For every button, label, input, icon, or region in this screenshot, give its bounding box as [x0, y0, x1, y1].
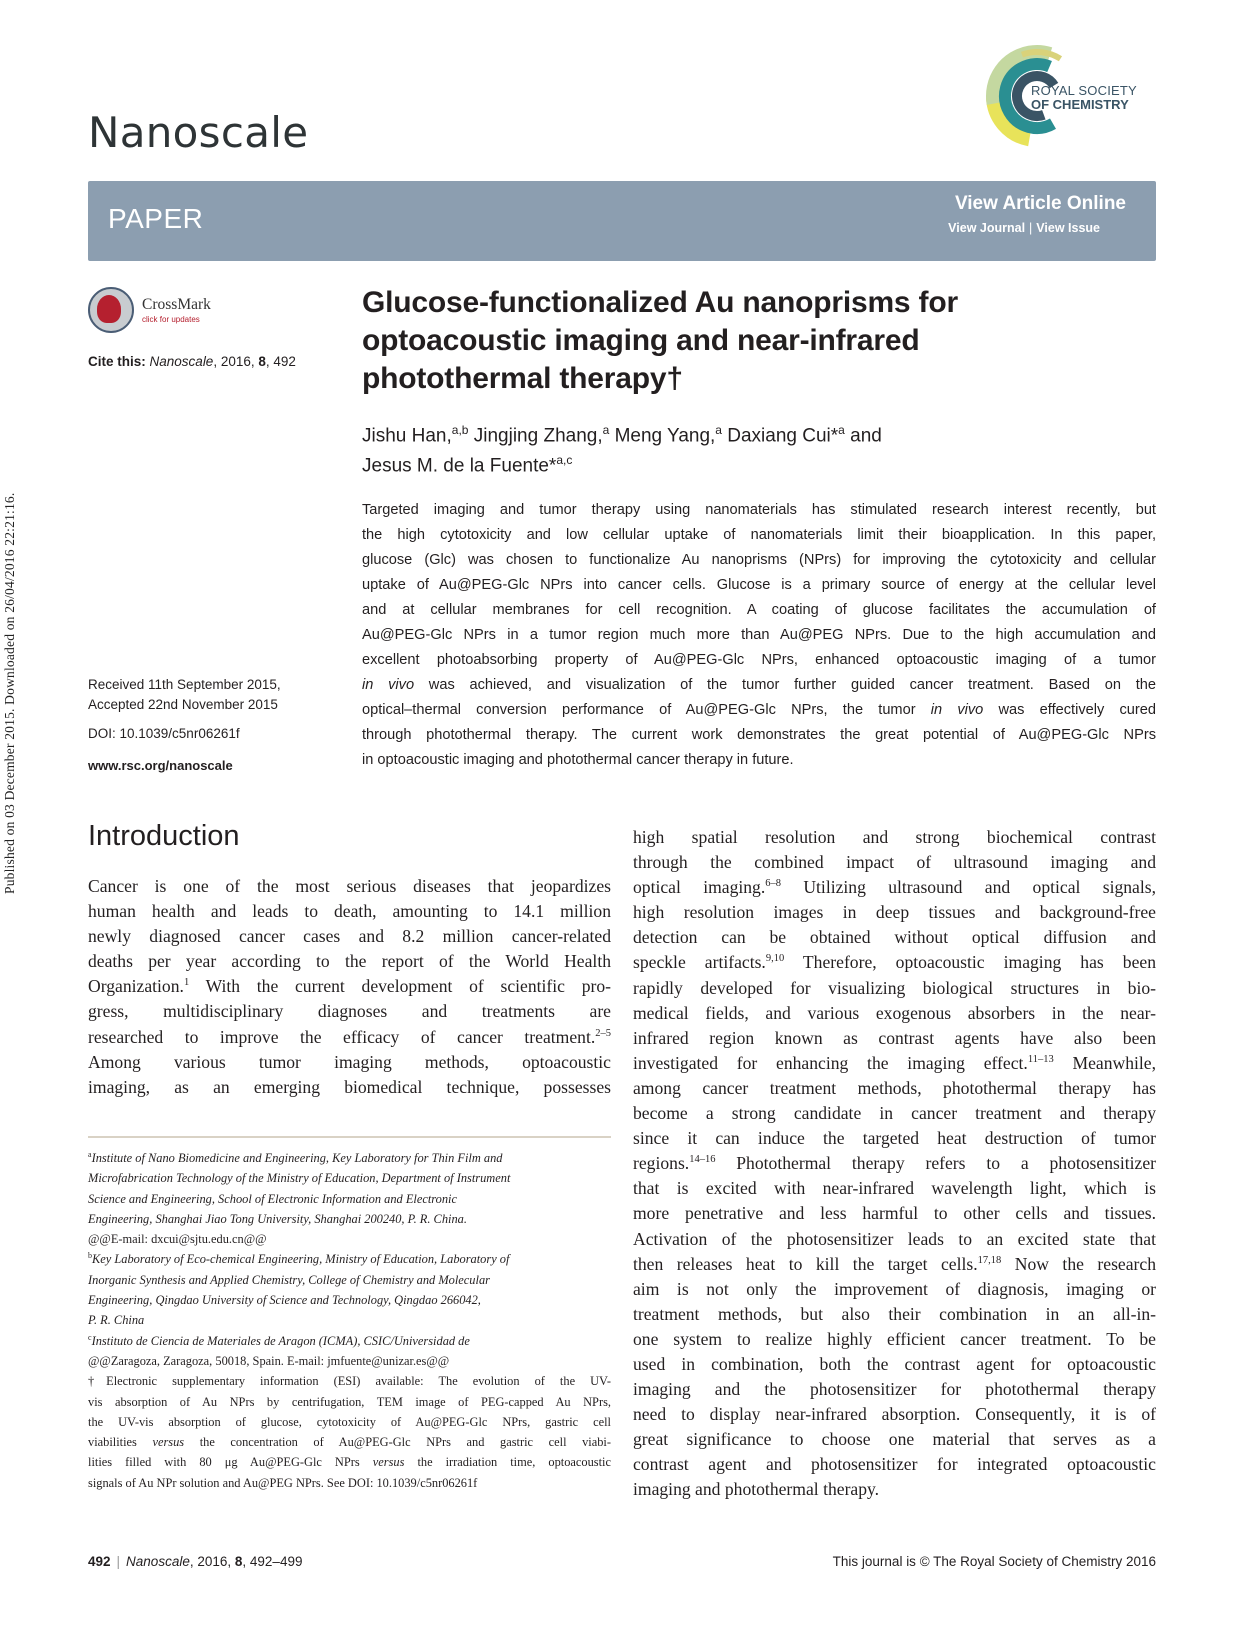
footnote-line: $^b$Key Laboratory of Eco-chemical Engineering, Ministry of Education, Laboratory of [88, 1251, 510, 1267]
view-issue-link[interactable]: View Issue [1036, 221, 1100, 235]
footnote-line: @@Zaragoza, Zaragoza, 50018, Spain. E-mail: jmfuente@unizar.es@@ [88, 1353, 450, 1368]
author-affiliation: a [838, 423, 845, 437]
footnote-divider [88, 1136, 611, 1138]
accepted-date: Accepted 22nd November 2015 [88, 697, 278, 712]
abstract-line: glucose (Glc) was chosen to functionalize Au nanoprisms (NPrs) for improving the cytotoxicity and cellular [362, 552, 1156, 568]
page-footer-left [88, 1554, 302, 1569]
journal-url[interactable]: www.rsc.org/nanoscale [88, 758, 233, 773]
abstract-line: Au@PEG-Glc NPrs in a tumor region much more than Au@PEG NPrs. Due to the high accumulation and [362, 627, 1156, 643]
article-history [88, 675, 281, 776]
article-type: PAPER [108, 203, 204, 234]
title-line: photothermal therapy† [362, 362, 683, 395]
footer-volume: 8 [234, 1554, 243, 1569]
body-line: need to display near-infrared absorption. Consequently, it is of [633, 1404, 1156, 1425]
reference-superscript[interactable]: 17,18 [977, 1254, 1002, 1266]
reference-superscript[interactable]: b [88, 1251, 92, 1261]
reference-superscript[interactable]: 9,10 [765, 953, 785, 965]
cite-label: Cite this: [88, 354, 146, 369]
footnote-line: @@E-mail: dxcui@sjtu.edu.cn@@ [88, 1232, 267, 1247]
author-name[interactable]: Daxiang Cui* [721, 425, 839, 447]
article-banner [88, 181, 1156, 261]
body-line: investigated for enhancing the imaging effect.$^{11-13}$ Meanwhile, [633, 1052, 1156, 1073]
author-name[interactable]: Jishu Han, [362, 425, 452, 447]
rsc-logo-line1: ROYAL SOCIETY [1031, 83, 1137, 98]
abstract-line: through photothermal therapy. The current work demonstrates the great potential of Au@PEG-Glc NPrs [362, 727, 1156, 743]
section-heading-introduction: Introduction [88, 820, 240, 852]
download-stamp: Published on 03 December 2015. Downloaded on 26/04/2016 22:21:16. [2, 492, 17, 894]
view-journal-link[interactable]: View Journal [948, 221, 1026, 235]
authors-line-2 [362, 448, 1122, 478]
body-line: become a strong candidate in cancer treatment and therapy [633, 1103, 1156, 1124]
body-line: among cancer treatment methods, photothermal therapy has [633, 1077, 1156, 1098]
author-name[interactable]: Jesus M. de la Fuente* [362, 455, 557, 477]
abstract-line: and at cellular membranes for cell recognition. A coating of glucose facilitates the accumulation of [362, 602, 1156, 618]
abstract [362, 498, 1156, 773]
body-line: aim is not only the improvement of diagnosis, imaging or [633, 1278, 1156, 1299]
reference-superscript[interactable]: 1 [183, 977, 190, 989]
body-line: more penetrative and less harmful to other cells and tissues. [633, 1203, 1156, 1224]
body-line: high resolution images in deep tissues and background-free [633, 902, 1156, 923]
body-line: used in combination, both the contrast agent for optoacoustic [633, 1353, 1156, 1374]
journal-title[interactable]: Nanoscale [88, 108, 309, 157]
reference-superscript[interactable]: c [88, 1332, 92, 1342]
footnote-line: viabilities versus the concentration of Au@PEG-Glc NPrs and gastric cell viabi- [88, 1435, 611, 1450]
page-number: 492 [88, 1554, 111, 1569]
body-line: high spatial resolution and strong biochemical contrast [633, 827, 1156, 847]
footnote-line: Engineering, Shanghai Jiao Tong University, Shanghai 200240, P. R. China. [88, 1211, 467, 1226]
body-line: imaging and photothermal therapy. [633, 1479, 880, 1500]
footnote-line: Inorganic Synthesis and Applied Chemistry, College of Chemistry and Molecular [88, 1272, 490, 1287]
reference-superscript[interactable]: 11–13 [1027, 1053, 1054, 1065]
body-line: medical fields, and various exogenous absorbers in the near- [633, 1002, 1156, 1023]
body-line: Cancer is one of the most serious diseases that jeopardizes [88, 876, 611, 896]
reference-superscript[interactable]: 6–8 [765, 878, 782, 890]
body-line: researched to improve the efficacy of cancer treatment.$^{2-5}$ [88, 1026, 611, 1047]
cite-year: , 2016, [213, 354, 259, 369]
footnote-line: lities filled with 80 μg Au@PEG-Glc NPrs versus the irradiation time, optoacoustic [88, 1455, 612, 1470]
footer-separator: | [116, 1554, 121, 1569]
copyright-notice: This journal is © The Royal Society of Chemistry 2016 [832, 1554, 1156, 1569]
body-line: regions.$^{14-16}$ Photothermal therapy refers to a photosensitizer [633, 1153, 1156, 1174]
cite-page: , 492 [265, 354, 296, 369]
body-line: Organization.$^1$ With the current development of scientific pro- [88, 976, 611, 997]
reference-superscript[interactable]: 14–16 [689, 1154, 716, 1166]
body-line: human health and leads to death, amounting to 14.1 million [88, 901, 611, 922]
body-line: Activation of the photosensitizer leads to an excited state that [633, 1228, 1156, 1249]
abstract-line: in vivo was achieved, and visualization of the tumor further guided cancer treatment. Based on the [362, 677, 1156, 693]
rsc-logo[interactable] [985, 40, 1155, 152]
footnote-line: Science and Engineering, School of Electronic Information and Electronic [88, 1191, 457, 1206]
cite-journal: Nanoscale [149, 354, 214, 369]
crossmark-label: CrossMark [142, 296, 211, 313]
reference-superscript[interactable]: 2–5 [595, 1027, 611, 1039]
title-line: Glucose-functionalized Au nanoprisms for [362, 286, 958, 319]
crossmark-sublabel: click for updates [142, 315, 200, 324]
reference-superscript[interactable]: a [88, 1149, 92, 1159]
body-line: then releases heat to kill the target cells.$^{17,18}$ Now the research [633, 1253, 1156, 1274]
body-column-left [88, 874, 611, 1100]
author-conjunction: and [844, 425, 882, 447]
abstract-line: excellent photoabsorbing property of Au@PEG-Glc NPrs, enhanced optoacoustic imaging of a tumor [362, 652, 1156, 668]
footnote-line: †Electronic supplementary information (ESI) available: The evolution of the UV- [88, 1374, 611, 1389]
body-line: contrast agent and photosensitizer for integrated optoacoustic [633, 1454, 1156, 1475]
body-line: deaths per year according to the report of the World Health [88, 951, 611, 972]
article-title [362, 284, 1122, 398]
body-line: newly diagnosed cancer cases and 8.2 million cancer-related [88, 926, 611, 947]
body-line: rapidly developed for visualizing biological structures in bio- [633, 977, 1156, 998]
body-line: infrared region known as contrast agents have also been [633, 1027, 1156, 1048]
crossmark-badge[interactable] [88, 287, 228, 339]
author-affiliation: a,b [451, 423, 469, 437]
abstract-line: Targeted imaging and tumor therapy using nanomaterials has stimulated research interest recently, but [362, 502, 1156, 518]
footer-pages: , 492–499 [242, 1554, 303, 1569]
body-line: since it can induce the targeted heat destruction of tumor [633, 1128, 1156, 1149]
cite-volume: 8 [258, 354, 266, 369]
received-date: Received 11th September 2015, [88, 677, 281, 692]
body-line: through the combined impact of ultrasound imaging and [633, 852, 1156, 873]
body-line: detection can be obtained without optical diffusion and [633, 927, 1156, 948]
body-line: Among various tumor imaging methods, optoacoustic [88, 1051, 611, 1072]
footnote-line: vis absorption of Au NPrs by centrifugation, TEM image of PEG-capped Au NPrs, [88, 1394, 611, 1409]
body-column-right [633, 825, 1156, 1503]
body-line: optical imaging.$^{6-8}$ Utilizing ultrasound and optical signals, [633, 877, 1156, 898]
body-line: treatment methods, but also their combination in an all-in- [633, 1303, 1156, 1324]
banner-links [948, 221, 1100, 235]
author-name[interactable]: Meng Yang, [609, 425, 716, 447]
author-affiliation: a [602, 423, 610, 437]
author-list [362, 418, 1122, 479]
title-line: optoacoustic imaging and near-infrared [362, 324, 920, 357]
doi[interactable]: DOI: 10.1039/c5nr06261f [88, 726, 240, 741]
footnotes [88, 1148, 611, 1493]
abstract-line: optical–thermal conversion performance of Au@PEG-Glc NPrs, the tumor in vivo was effectively cured [362, 702, 1156, 718]
citation [88, 354, 296, 369]
abstract-line: the high cytotoxicity and low cellular uptake of nanomaterials limit their bioapplication. In this paper, [362, 527, 1156, 543]
rsc-logo-line2: OF CHEMISTRY [1031, 97, 1129, 112]
author-affiliation: a [715, 423, 722, 437]
crossmark-bookmark-icon [97, 295, 121, 323]
body-line: one system to realize highly efficient cancer treatment. To be [633, 1328, 1156, 1349]
body-line: speckle artifacts.$^{9,10}$ Therefore, optoacoustic imaging has been [633, 952, 1156, 973]
body-line: great significance to choose one material that serves as a [633, 1429, 1156, 1450]
author-affiliation: a,c [556, 453, 573, 468]
body-line: imaging, as an emerging biomedical technique, possesses [88, 1076, 611, 1097]
body-line: imaging and the photosensitizer for photothermal therapy [633, 1379, 1156, 1400]
footnote-line: Engineering, Qingdao University of Science and Technology, Qingdao 266042, [88, 1293, 481, 1308]
footnote-line: signals of Au NPr solution and Au@PEG NPrs. See DOI: 10.1039/c5nr06261f [88, 1475, 478, 1490]
abstract-line: uptake of Au@PEG-Glc NPrs into cancer cells. Glucose is a primary source of energy at the cellular level [362, 577, 1156, 593]
footer-journal: Nanoscale [126, 1554, 190, 1569]
authors-line-1 [362, 418, 1122, 448]
body-line: gress, multidisciplinary diagnoses and treatments are [88, 1001, 611, 1022]
link-separator: | [1029, 221, 1033, 235]
footnote-line: the UV-vis absorption of glucose, cytotoxicity of Au@PEG-Glc NPrs, gastric cell [88, 1414, 611, 1429]
footnote-line: $^a$Institute of Nano Biomedicine and Engineering, Key Laboratory for Thin Film and [88, 1149, 503, 1165]
footnote-line: P. R. China [88, 1313, 145, 1328]
footer-year: , 2016, [189, 1554, 235, 1569]
view-article-online-link[interactable]: View Article Online [954, 193, 1126, 214]
author-name[interactable]: Jingjing Zhang, [468, 425, 603, 447]
body-line: that is excited with near-infrared wavelength light, which is [633, 1178, 1156, 1199]
abstract-line: in optoacoustic imaging and photothermal cancer therapy in future. [362, 752, 794, 768]
footnote-line: Microfabrication Technology of the Ministry of Education, Department of Instrument [88, 1171, 511, 1186]
footnote-line: $^c$Instituto de Ciencia de Materiales de Aragon (ICMA), CSIC/Universidad de [88, 1332, 470, 1348]
